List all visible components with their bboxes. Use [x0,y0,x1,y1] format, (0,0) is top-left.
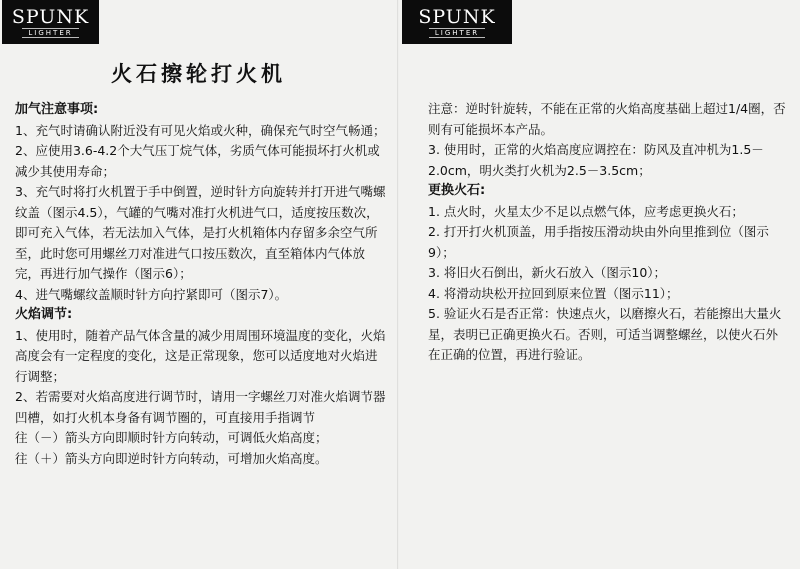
logo-brand: SPUNK [11,5,90,28]
section-heading-flint: 更换火石: [428,183,486,198]
logo-brand: SPUNK [418,5,496,28]
flint-step-2: 2. 打开打火机顶盖，用手指按压滑动块由外向里推到位（图示9）； [428,224,769,260]
caution-note: 注意：逆时针旋转，不能在正常的火焰高度基础上超过1/4圈，否则有可能损坏本产品。 [428,101,786,137]
section-heading-refill: 加气注意事项: [15,102,99,117]
flint-step-5: 5. 验证火石是否正常：快速点火，以磨擦火石，若能擦出大量火星，表明已正确更换火石。否则，可适当调整螺丝，以使火石外在正确的位置，再进行验证。 [428,306,782,362]
flint-step-1: 1. 点火时，火星太少不足以点燃气体，应考虑更换火石； [428,203,744,219]
flame-plus-direction: 往（＋）箭头方向即逆时针方向转动，可增加火焰高度。 [15,450,328,466]
right-page [400,0,800,569]
flame-step-2: 2、若需要对火焰高度进行调节时，请用一字螺丝刀对准火焰调节器凹槽，如打火机本身备有调节圈的，可直接用手指调节 [15,389,386,425]
flame-minus-direction: 往（－）箭头方向即顺时针方向转动，可调低火焰高度； [15,430,328,445]
page-fold [397,0,399,569]
left-page [0,0,397,569]
refill-step-1: 1、充气时请确认附近没有可见火焰或火种，确保充气时空气畅通； [15,122,386,138]
spunk-logo [402,0,512,44]
refill-step-2: 2、应使用3.6-4.2个大气压丁烷气体，劣质气体可能损坏打火机或减少其使用寿命； [15,143,380,179]
logo-sub: LIGHTER [22,28,78,38]
logo-sub: LIGHTER [429,28,485,38]
left-column [15,100,387,469]
right-column [428,99,788,366]
flint-step-4: 4. 将滑动块松开拉回到原来位置（图示11）； [428,285,679,301]
flame-height-spec: 3. 使用时，正常的火焰高度应调控在：防风及直冲机为1.5－2.0cm，明火类打火机为2.5－3.5cm； [428,142,764,178]
spunk-logo [2,0,99,44]
flint-step-3: 3. 将旧火石倒出，新火石放入（图示10）； [428,265,667,280]
document-title: 火石擦轮打火机 [111,62,286,86]
section-heading-flame: 火焰调节: [15,307,73,322]
refill-step-3: 3、充气时将打火机置于手中倒置，逆时针方向旋转并打开进气嘴螺纹盖（图示4.5），气罐的气嘴对准打火机进气口，适度按压数次，即可充入气体，若无法加入气体，是打火机箱体内存留多余空气所至，此时您可用螺丝刀对准进气口按压数次，直至箱体内气体放完，再进行加气操作（图示6）； [15,184,386,281]
flame-step-1: 1、使用时，随着产品气体含量的减少用周围环境温度的变化，火焰高度会有一定程度的变化，这是正常现象，您可以适度地对火焰进行调整； [15,327,386,384]
refill-step-4: 4、进气嘴螺纹盖顺时针方向拧紧即可（图示7）。 [15,286,288,302]
